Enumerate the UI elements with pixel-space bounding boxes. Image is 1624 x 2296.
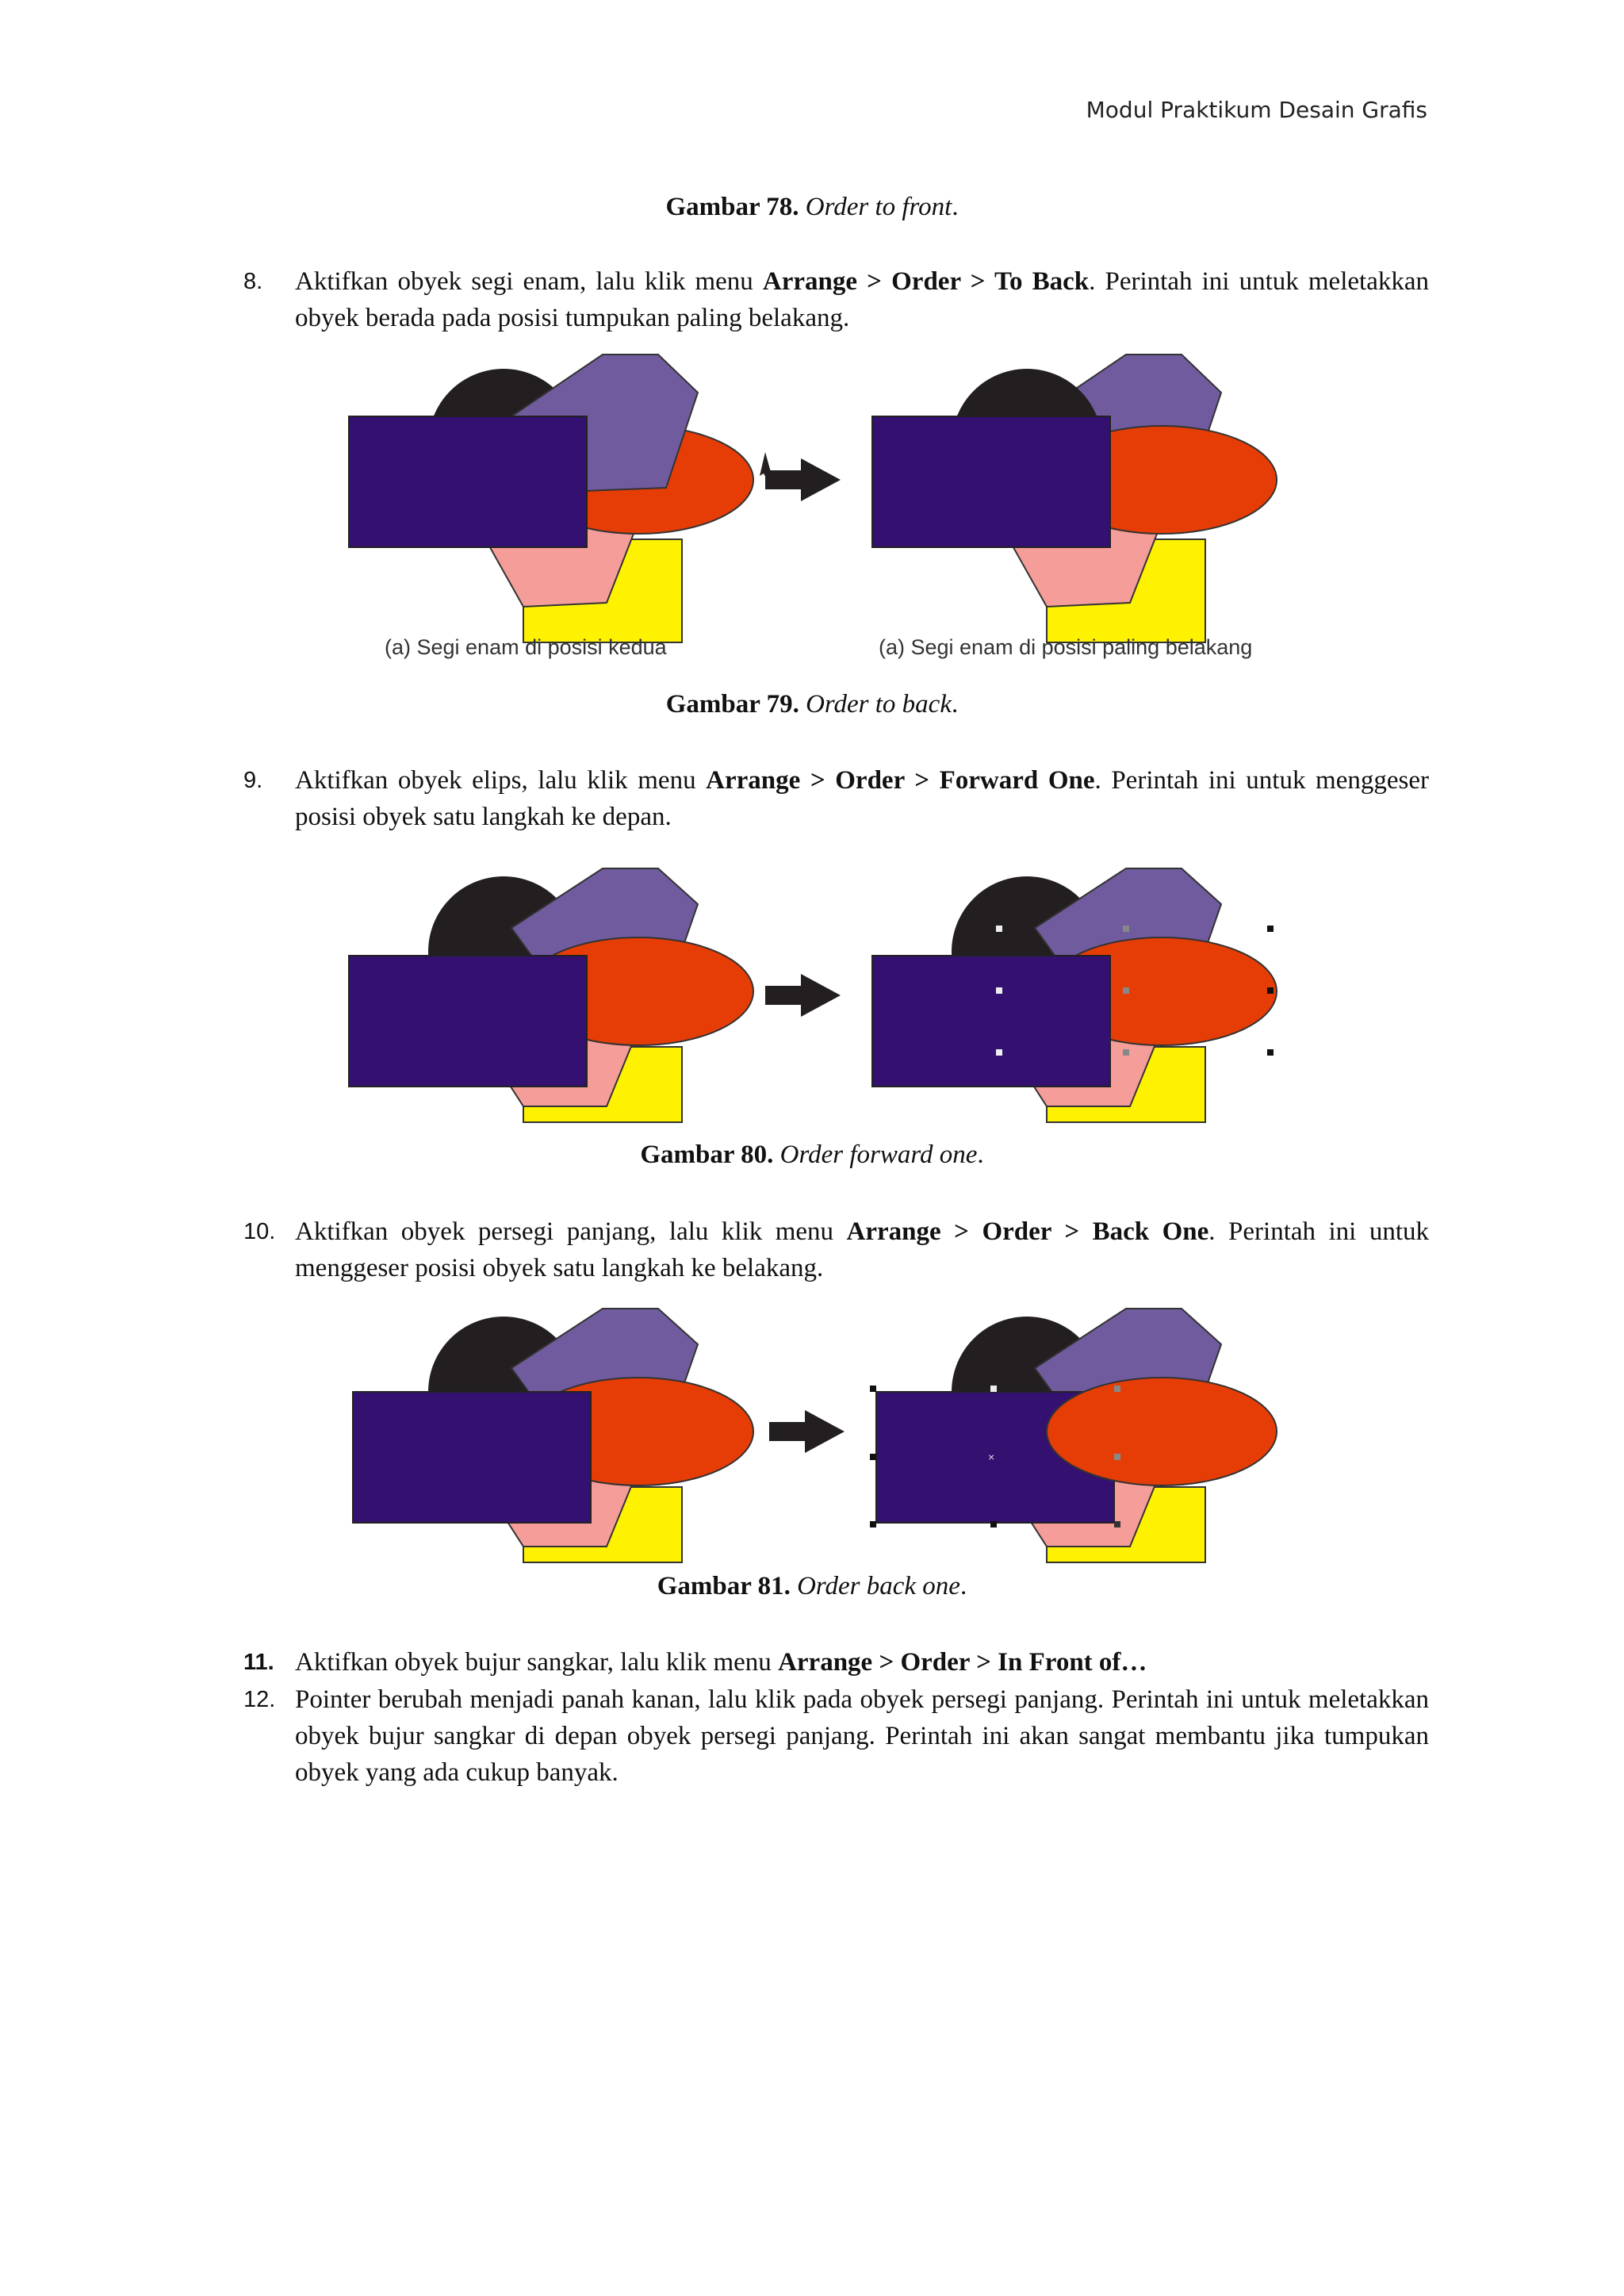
rectangle-shape: [872, 956, 1110, 1087]
rectangle-shape: [353, 1392, 591, 1523]
caption-label: Gambar 79.: [665, 690, 799, 719]
caption-gambar-79: Gambar 79. Order to back.: [665, 690, 959, 719]
composition-right: [872, 868, 1277, 1122]
caption-title: Order to back: [806, 690, 952, 719]
figure-80: [333, 861, 1300, 1130]
composition-right: [870, 1309, 1277, 1562]
step-number: 9.: [243, 768, 263, 793]
menu-path: Arrange > Order > Forward One: [706, 766, 1095, 795]
composition-left: [349, 868, 753, 1122]
caption-title: Order to front: [805, 193, 952, 221]
composition-left: [349, 355, 753, 642]
caption-label: Gambar 80.: [640, 1140, 774, 1169]
menu-path: Arrange > Order > To Back: [762, 267, 1090, 296]
figure-label-right: (a) Segi enam di posisi paling belakang: [879, 635, 1253, 659]
caption-label: Gambar 81.: [657, 1572, 791, 1600]
composition-right: [872, 355, 1277, 642]
caption-title: Order back one: [797, 1572, 960, 1600]
step-11: 11. Aktifkan obyek bujur sangkar, lalu klik menu Arrange > Order > In Front of…: [246, 1644, 1429, 1681]
caption-gambar-80: Gambar 80. Order forward one.: [640, 1140, 984, 1169]
rectangle-shape: [349, 956, 587, 1087]
arrow-right-icon: [760, 452, 841, 501]
step-8: 8. Aktifkan obyek segi enam, lalu klik menu Arrange > Order > To Back. Perintah ini untuk meletakkan obyek berada pada posisi tumpukan paling belakang.: [246, 263, 1429, 336]
svg-text:×: ×: [988, 1451, 995, 1463]
step-12: 12. Pointer berubah menjadi panah kanan, lalu klik pada obyek persegi panjang. Perintah ini untuk meletakkan obyek bujur sangkar di depan obyek persegi panjang. Perintah ini akan sangat membantu jika tumpukan obyek yang ada cukup banyak.: [246, 1681, 1429, 1791]
figure-label-left: (a) Segi enam di posisi kedua: [385, 635, 667, 659]
page-header: Modul Praktikum Desain Grafis: [1086, 97, 1427, 123]
menu-path: Arrange > Order > In Front of…: [778, 1648, 1147, 1677]
step-number: 11.: [243, 1650, 274, 1675]
step-10: 10. Aktifkan obyek persegi panjang, lalu klik menu Arrange > Order > Back One. Perintah ini untuk menggeser posisi obyek satu langkah ke belakang.: [246, 1213, 1429, 1286]
caption-label: Gambar 78.: [665, 193, 799, 221]
figure-79: [333, 353, 1300, 670]
step-number: 8.: [243, 269, 263, 294]
arrow-right-icon: [769, 1410, 845, 1453]
step-number: 12.: [243, 1687, 276, 1712]
arrow-right-icon: [765, 974, 841, 1017]
caption-gambar-78: Gambar 78. Order to front.: [665, 193, 959, 221]
step-9: 9. Aktifkan obyek elips, lalu klik menu Arrange > Order > Forward One. Perintah ini untuk menggeser posisi obyek satu langkah ke depan.: [246, 762, 1429, 835]
menu-path: Arrange > Order > Back One: [846, 1217, 1209, 1246]
caption-gambar-81: Gambar 81. Order back one.: [657, 1572, 967, 1600]
ellipse-shape: [1047, 1378, 1277, 1485]
composition-left: [353, 1309, 753, 1562]
rectangle-shape: [872, 416, 1110, 547]
figure-81: [333, 1301, 1300, 1570]
caption-title: Order forward one: [779, 1140, 978, 1169]
rectangle-shape: [349, 416, 587, 547]
step-number: 10.: [243, 1219, 276, 1244]
